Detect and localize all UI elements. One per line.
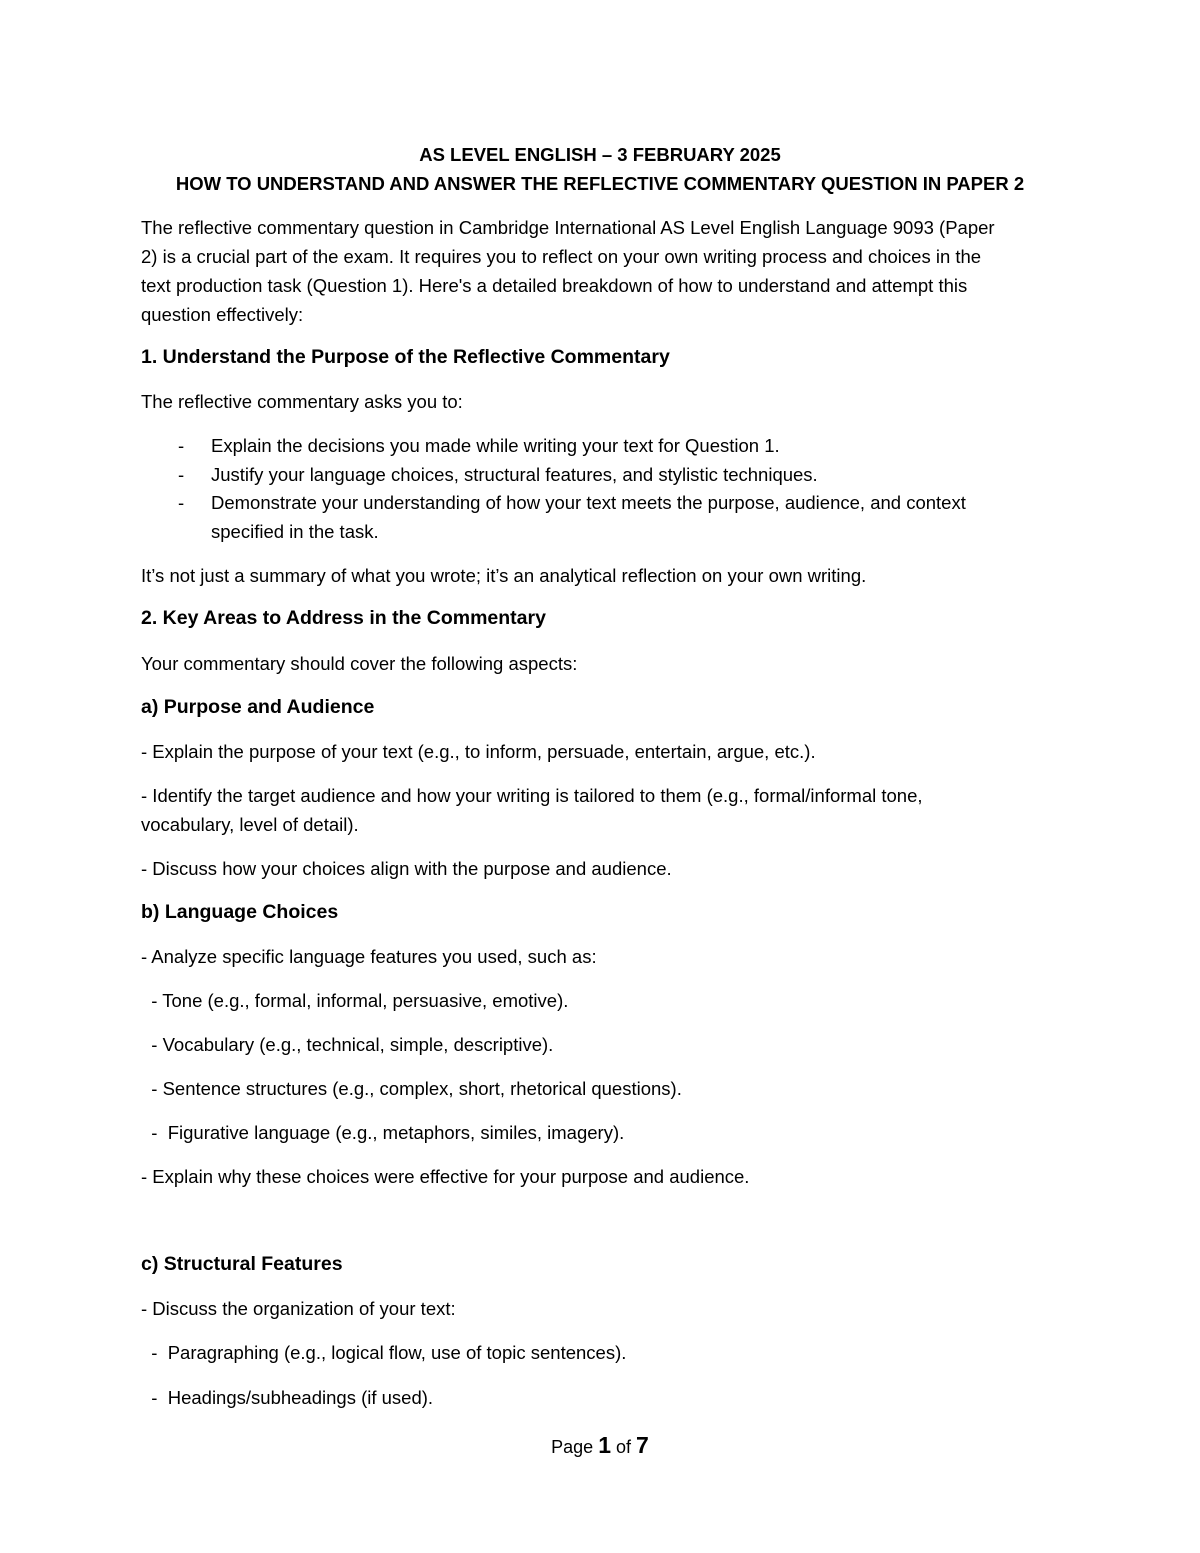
bullet-marker: - <box>178 435 185 456</box>
total-pages-number: 7 <box>636 1432 649 1458</box>
bullet-item: Explain the decisions you made while writing your text for Question 1. <box>211 435 780 456</box>
bullet-marker: - <box>178 492 185 513</box>
bullet-marker: - <box>178 464 185 485</box>
document-subtitle: HOW TO UNDERSTAND AND ANSWER THE REFLECTIVE COMMENTARY QUESTION IN PAPER 2 <box>175 173 1025 194</box>
subsection-heading: b) Language Choices <box>141 901 339 923</box>
body-line: - Identify the target audience and how your writing is tailored to them (e.g., formal/informal tone, <box>141 785 923 806</box>
page-footer <box>0 1432 1200 1459</box>
section-heading: 1. Understand the Purpose of the Reflective Commentary <box>141 346 670 368</box>
current-page-number: 1 <box>598 1432 611 1458</box>
body-line: - Explain why these choices were effective for your purpose and audience. <box>141 1166 750 1187</box>
intro-line: text production task (Question 1). Here's a detailed breakdown of how to understand and attempt this <box>141 275 968 296</box>
bullet-item: Justify your language choices, structural features, and stylistic techniques. <box>211 464 818 485</box>
intro-line: question effectively: <box>141 304 304 325</box>
body-line: - Vocabulary (e.g., technical, simple, descriptive). <box>141 1034 554 1055</box>
subsection-heading: c) Structural Features <box>141 1253 343 1275</box>
intro-line: The reflective commentary question in Cambridge International AS Level English Language 9093 (Paper <box>141 217 995 238</box>
body-line: - Tone (e.g., formal, informal, persuasive, emotive). <box>141 990 569 1011</box>
body-line: vocabulary, level of detail). <box>141 814 359 835</box>
subsection-heading: a) Purpose and Audience <box>141 696 375 718</box>
intro-line: 2) is a crucial part of the exam. It requires you to reflect on your own writing process and choices in the <box>141 246 982 267</box>
body-line: - Headings/subheadings (if used). <box>141 1387 434 1408</box>
section-lead: The reflective commentary asks you to: <box>141 391 463 412</box>
body-line: - Paragraphing (e.g., logical flow, use of topic sentences). <box>141 1342 627 1363</box>
document-title: AS LEVEL ENGLISH – 3 FEBRUARY 2025 <box>419 144 781 165</box>
section-summary: It’s not just a summary of what you wrote; it’s an analytical reflection on your own writing. <box>141 565 867 586</box>
footer-of-word: of <box>616 1437 632 1457</box>
bullet-item: Demonstrate your understanding of how your text meets the purpose, audience, and context <box>211 492 966 513</box>
bullet-item-continuation: specified in the task. <box>211 521 379 542</box>
section-lead: Your commentary should cover the following aspects: <box>141 653 578 674</box>
body-line: - Sentence structures (e.g., complex, short, rhetorical questions). <box>141 1078 682 1099</box>
body-line: - Discuss the organization of your text: <box>141 1298 456 1319</box>
footer-page-word: Page <box>551 1437 594 1457</box>
body-line: - Figurative language (e.g., metaphors, similes, imagery). <box>141 1122 625 1143</box>
body-line: - Explain the purpose of your text (e.g., to inform, persuade, entertain, argue, etc.). <box>141 741 816 762</box>
section-heading: 2. Key Areas to Address in the Commentary <box>141 607 546 629</box>
body-line: - Discuss how your choices align with the purpose and audience. <box>141 858 672 879</box>
body-line: - Analyze specific language features you used, such as: <box>141 946 597 967</box>
